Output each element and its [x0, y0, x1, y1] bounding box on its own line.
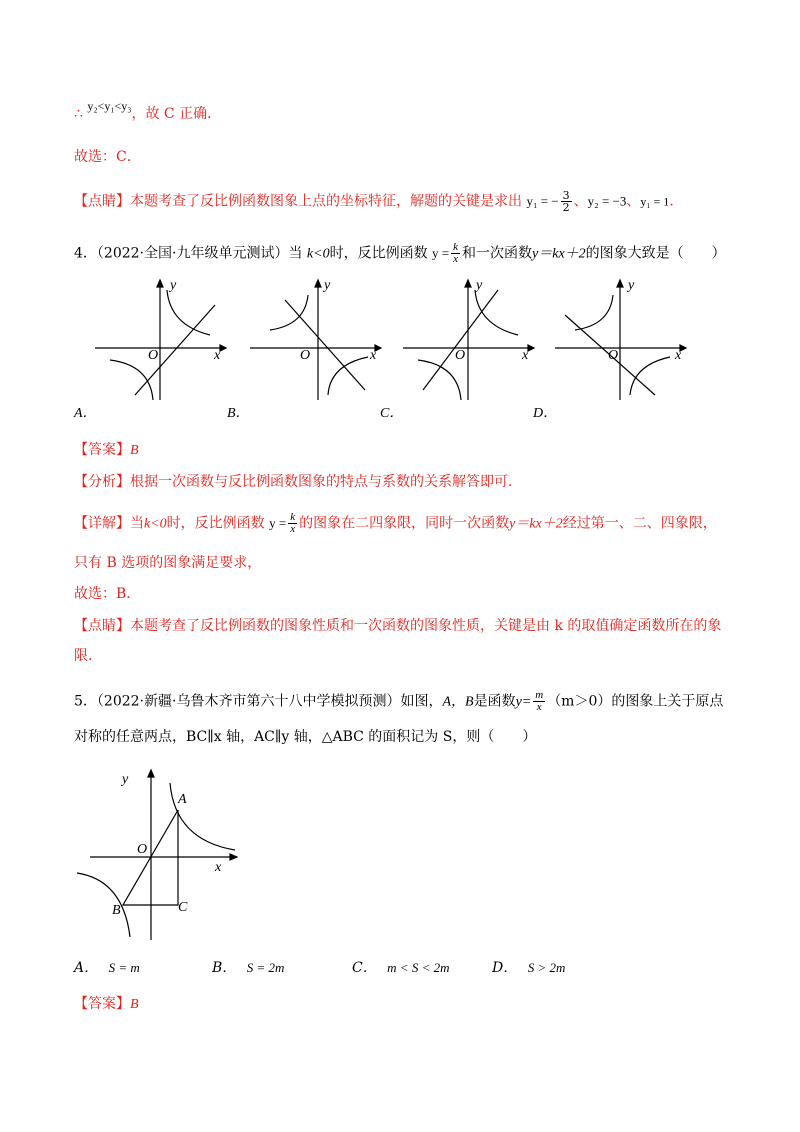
fraction-3-2: $\frac{3}{2}$ [562, 189, 570, 214]
q4-analysis-line [74, 472, 522, 492]
question-4-stem: 4．（2022·全国·九年级单元测试）当 k<0时，反比例函数 y = $\frac{k}{x}$ 和一次函数y＝kx＋2的图象大致是（ ） [74, 241, 726, 265]
q5-answer-line [74, 994, 139, 1015]
q4-review-line-1: 【点睛】本题考查了反比例函数的图象性质和一次函数的图象性质，关键是由 k 的取值确定函数所在的象 [74, 618, 722, 634]
question-source: （2022·全国·九年级单元测试）当 [96, 245, 303, 262]
option-d-graph [555, 275, 695, 405]
graph-a-o-label: O [148, 348, 159, 363]
k-over-x: $\frac{k}{x}$ [453, 241, 459, 265]
graph-c-o-label: O [455, 348, 466, 363]
conclusion-line [74, 99, 222, 124]
detail-k-over-x: $\frac{k}{x}$ [290, 511, 296, 535]
q5-option-d: D． S > 2m [492, 960, 566, 976]
graph-d-o-label: O [608, 348, 619, 363]
graph-a-y-label: y [170, 278, 177, 293]
option-b-label: B． [227, 406, 250, 421]
graph-d-x-label: x [675, 348, 682, 363]
question-5-stem-2: 对称的任意两点，BC∥x 轴，AC∥y 轴，△ABC 的面积记为 S，则（ ） [74, 729, 537, 745]
answer-value: B [130, 443, 139, 458]
q4-answer-line [74, 440, 139, 461]
choose-line: 故选：C． [74, 149, 141, 165]
therefore-symbol: ∴ [74, 106, 83, 122]
analysis-text: 根据一次函数与反比例函数图象的特点与系数的关系解答即可． [130, 474, 522, 490]
option-d-label: D． [533, 406, 558, 421]
q4-detail-line-2: 只有 B 选项的图象满足要求， [74, 555, 262, 571]
q5-option-c: C． m < S < 2m [352, 960, 450, 976]
analysis-tag: 【分析】 [74, 474, 130, 490]
graph-a-x-label: x [214, 348, 221, 363]
graph-b-x-label: x [370, 348, 377, 363]
review-text: 本题考查了反比例函数图象上点的坐标特征，解题的关键是求出 [130, 193, 522, 210]
m-over-x: $\frac{m}{x}$ [535, 689, 544, 713]
y2-expr: y₂ = −3 [587, 193, 627, 209]
review-tag: 【点睛】 [74, 193, 130, 210]
review-tag: 【点睛】 [74, 618, 130, 634]
q5-option-a: A． S = m [74, 960, 140, 976]
inequality: y₂<y₁<y₃ [87, 99, 132, 113]
answer-tag: 【答案】 [74, 996, 130, 1012]
graph-b-o-label: O [300, 348, 311, 363]
q4-review-line-2: 限． [74, 648, 102, 664]
q5-y-label: y [122, 772, 129, 787]
q4-choose-line: 故选：B． [74, 586, 141, 602]
q5-a-label: A [178, 792, 187, 807]
k-condition: k<0 [306, 246, 330, 262]
y1-expr: y₁ = − [526, 193, 559, 209]
conclusion-text: ，故 C 正确． [131, 106, 222, 122]
q5-option-b: B． S = 2m [212, 960, 285, 976]
graph-b-y-label: y [324, 278, 331, 293]
q5-c-label: C [178, 900, 188, 915]
question-number: 5． [74, 693, 97, 710]
q4-detail-line-1: 【详解】当k<0时，反比例函数 y = $\frac{k}{x}$ 的图象在二四象限，同时一次函数y＝kx＋2经过第一、二、四象限， [74, 511, 717, 535]
question-5-stem-1: 5．（2022·新疆·乌鲁木齐市第六十八中学模拟预测）如图，A，B是函数y= $\frac{m}{x}$ （m＞0）的图象上关于原点 [74, 689, 724, 713]
option-a-label: A． [74, 406, 97, 421]
option-c-label: C． [380, 406, 404, 421]
option-b-graph [250, 275, 390, 405]
answer-value: B [130, 997, 139, 1012]
detail-func-lhs: y = [269, 515, 287, 531]
graph-d-y-label: y [628, 278, 635, 293]
q5-o-label: O [137, 842, 148, 857]
graph-c-x-label: x [522, 348, 529, 363]
option-a-graph [95, 275, 235, 405]
inverse-func-lhs: y = [432, 245, 450, 261]
y1-value: y₁ = 1 [640, 194, 670, 209]
option-c-graph [403, 275, 543, 405]
detail-tag: 【详解】 [74, 515, 130, 532]
q5-b-label: B [112, 903, 121, 918]
answer-tag: 【答案】 [74, 442, 130, 458]
graph-c-y-label: y [476, 278, 483, 293]
q5-x-label: x [215, 860, 222, 875]
question-number: 4． [74, 245, 97, 262]
review-line: 【点睛】本题考查了反比例函数图象上点的坐标特征，解题的关键是求出 y₁ = − $\frac{3}{2}$ 、y₂ = −3、y₁ = 1． [74, 189, 684, 214]
linear-function: y＝kx＋2 [532, 246, 586, 262]
q5-figure [75, 765, 245, 945]
